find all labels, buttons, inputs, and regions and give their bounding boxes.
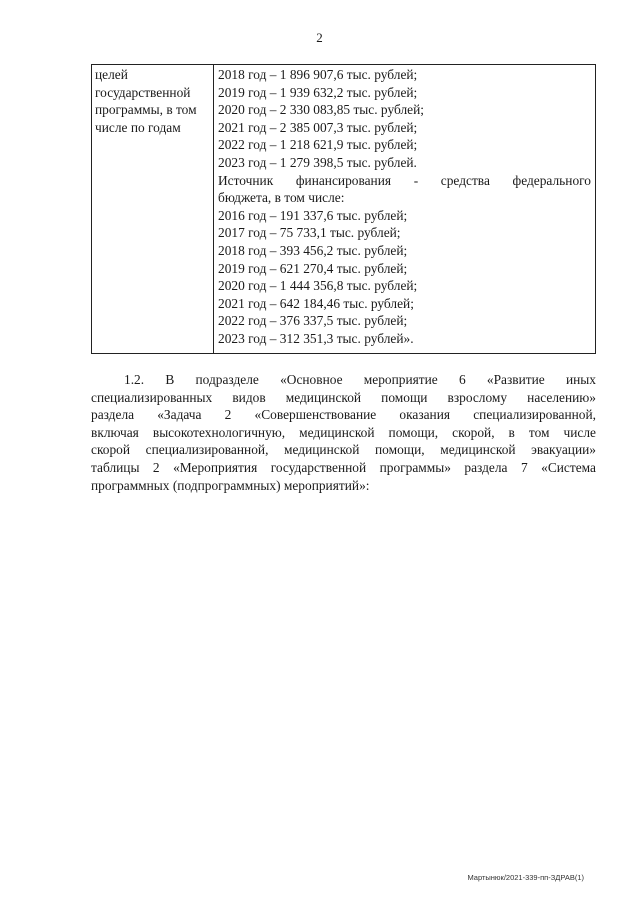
federal-year-line: 2020 год – 1 444 356,8 тыс. рублей; [218,278,418,294]
paragraph-line: включая высокотехнологичную, медицинской помощи, скорой, в том числе [91,424,596,440]
funding-source-line: Источник финансирования - средства федерального [218,172,591,188]
page-number: 2 [316,30,323,45]
label-line: государственной [95,84,191,100]
paragraph-line: 1.2. В подразделе «Основное мероприятие 6 «Развитие иных [124,372,596,387]
document-code: Мартынюк/2021-339-пп-ЗДРАВ(1) [467,873,584,882]
federal-year-line: 2022 год – 376 337,5 тыс. рублей; [218,313,408,329]
federal-year-line: 2019 год – 621 270,4 тыс. рублей; [218,260,408,276]
financing-table [91,64,596,354]
federal-year-line: 2023 год – 312 351,3 тыс. рублей». [218,330,414,346]
total-year-line: 2020 год – 2 330 083,85 тыс. рублей; [218,102,424,118]
federal-year-line: 2018 год – 393 456,2 тыс. рублей; [218,242,408,258]
federal-year-line: 2017 год – 75 733,1 тыс. рублей; [218,225,401,241]
total-year-line: 2021 год – 2 385 007,3 тыс. рублей; [218,119,418,135]
table-value-cell [214,65,596,354]
total-year-line: 2023 год – 1 279 398,5 тыс. рублей. [218,154,417,170]
paragraph-line: специализированных видов медицинской помощи взрослому населению» [91,389,596,405]
table-row [92,65,596,354]
paragraph-line: таблицы 2 «Мероприятия государственной программы» раздела 7 «Система [91,459,596,475]
total-year-line: 2019 год – 1 939 632,2 тыс. рублей; [218,84,418,100]
label-line: программы, в том [95,102,197,118]
label-line: числе по годам [95,119,181,135]
paragraph-line: программных (подпрограммных) мероприятий»: [91,477,370,493]
total-year-line: 2018 год – 1 896 907,6 тыс. рублей; [218,67,418,82]
table-label-cell [92,65,214,354]
amendment-paragraph [91,371,596,494]
total-year-line: 2022 год – 1 218 621,9 тыс. рублей; [218,137,418,153]
label-line: целей [95,67,128,82]
paragraph-line: раздела «Задача 2 «Совершенствование оказания специализированной, [91,407,596,423]
funding-source-line: бюджета, в том числе: [218,190,345,206]
federal-year-line: 2016 год – 191 337,6 тыс. рублей; [218,207,408,223]
federal-year-line: 2021 год – 642 184,46 тыс. рублей; [218,295,414,311]
paragraph-line: скорой специализированной, медицинской помощи, медицинской эвакуации» [91,442,596,458]
